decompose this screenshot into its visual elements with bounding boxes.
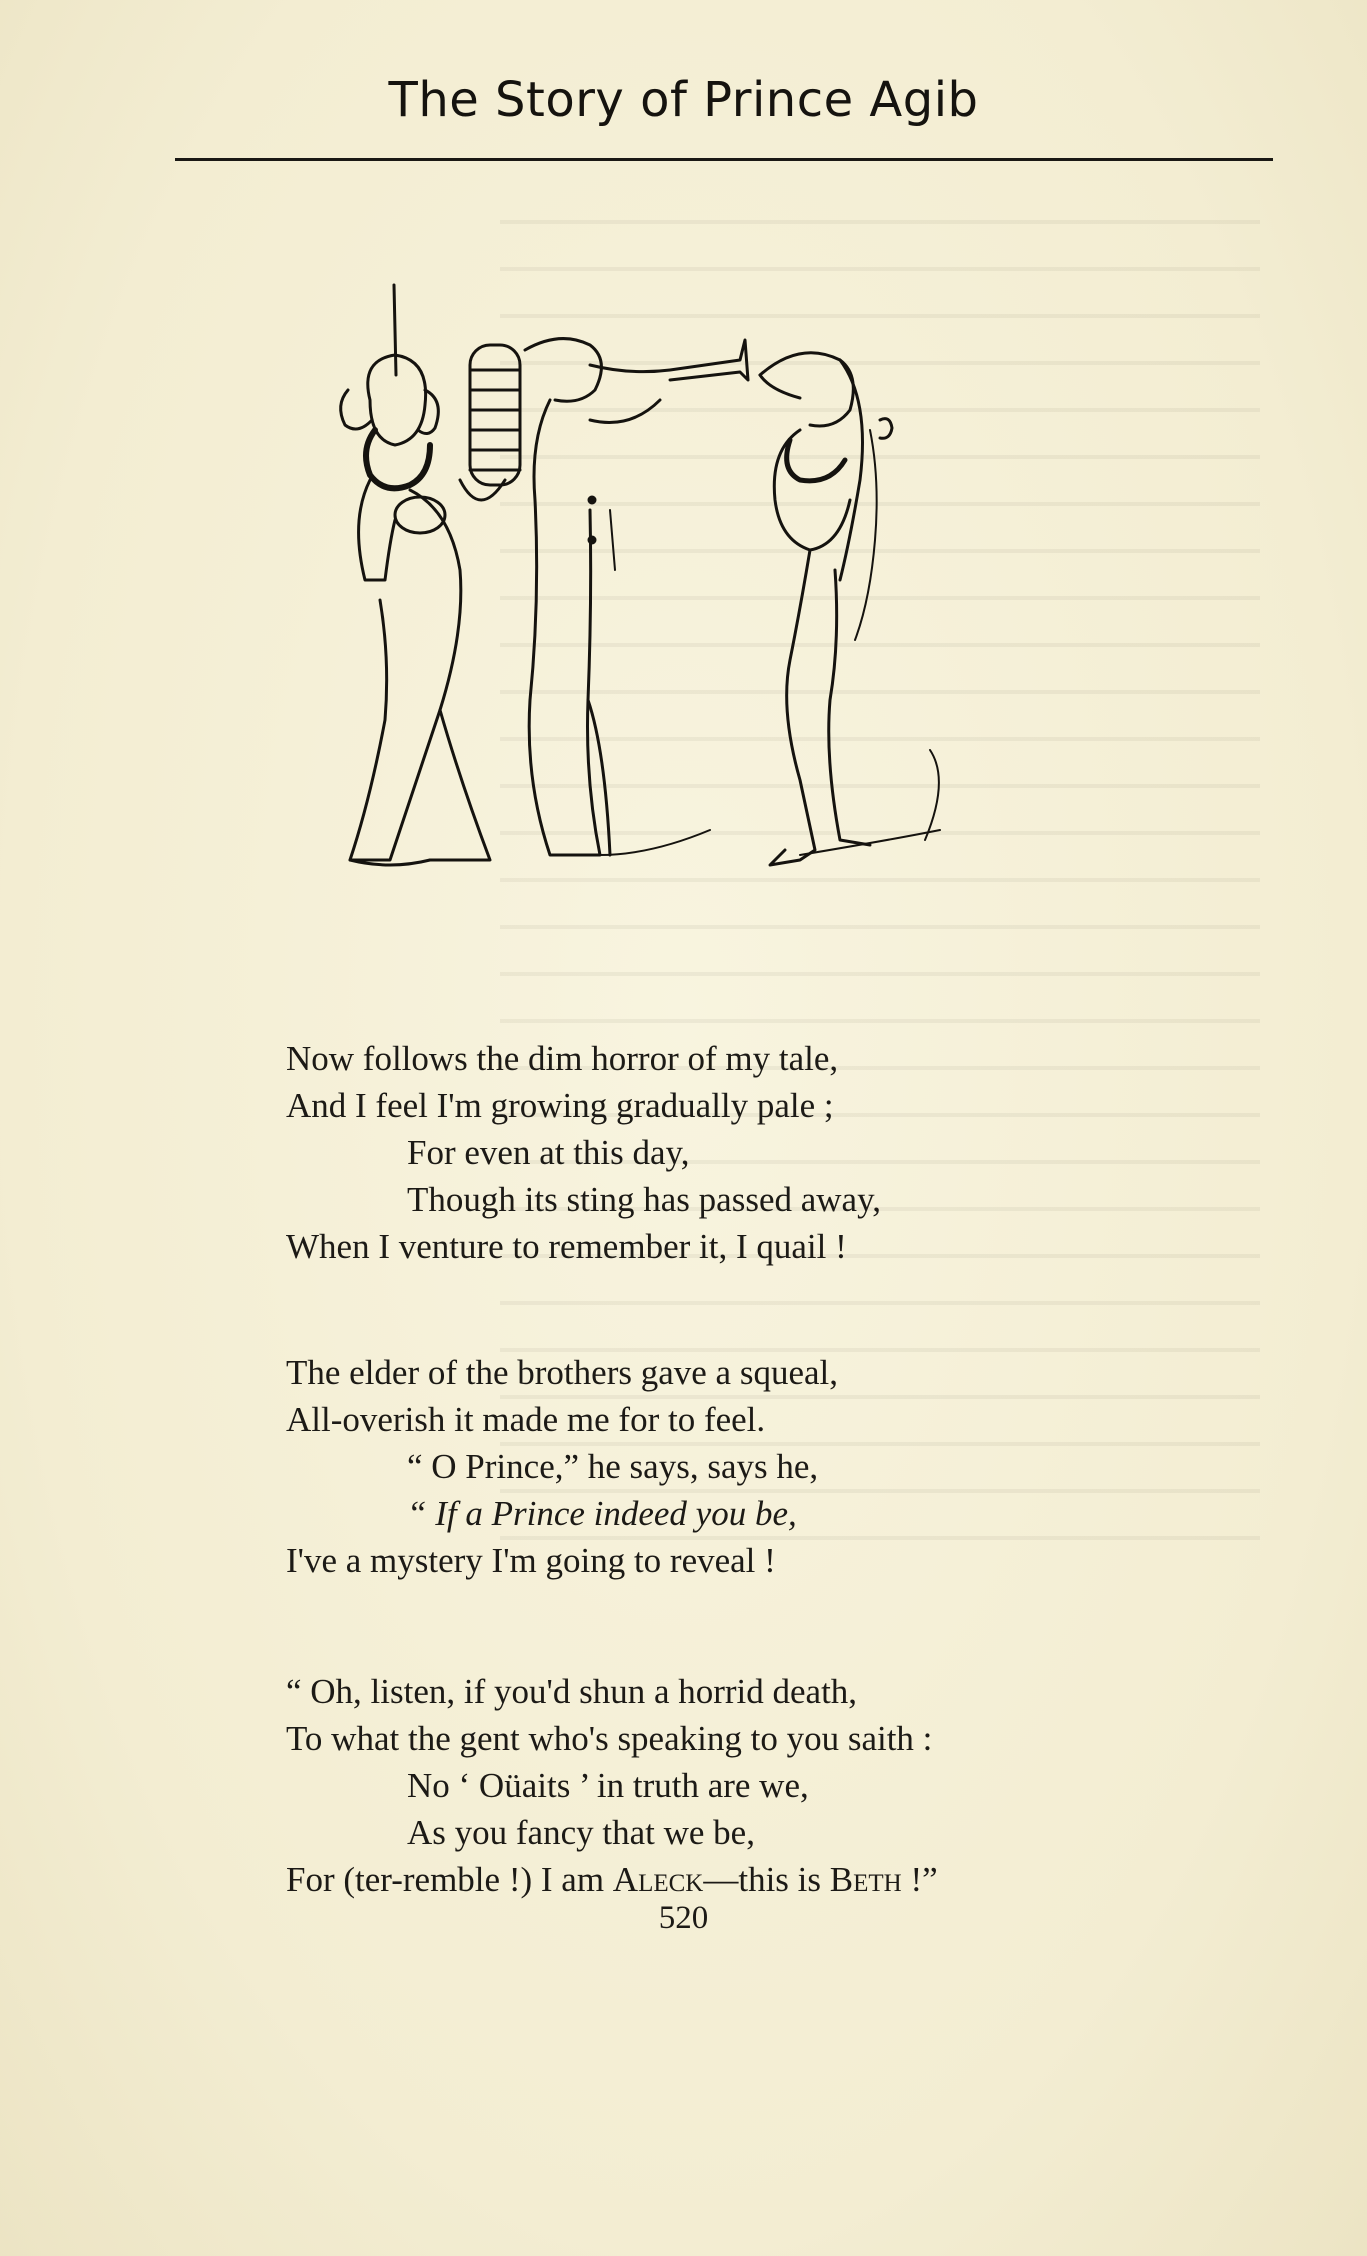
verse-text: !” (901, 1860, 938, 1899)
verse-text: —this is (703, 1860, 830, 1899)
verse-line: Though its sting has passed away, (407, 1180, 882, 1219)
verse-stanza (286, 1668, 1236, 1903)
verse-line: “ Oh, listen, if you'd shun a horrid death, (286, 1672, 858, 1711)
verse-line: Now follows the dim horror of my tale, (286, 1039, 839, 1078)
bearded-man-figure (341, 285, 490, 865)
verse-line: The elder of the brothers gave a squeal, (286, 1353, 838, 1392)
verse-line: All-overish it made me for to feel. (286, 1400, 766, 1439)
verse-line: I've a mystery I'm going to reveal ! (286, 1541, 776, 1580)
verse-stanza (286, 1035, 1236, 1270)
long-nose-man-figure (760, 353, 940, 865)
verse-line: And I feel I'm growing gradually pale ; (286, 1086, 834, 1125)
verse-stanza (286, 1349, 1236, 1584)
verse-line: For even at this day, (407, 1133, 690, 1172)
verse-line: No ‘ Oüaits ’ in truth are we, (407, 1766, 809, 1805)
trumpeter-figure (525, 339, 748, 855)
drum-player-figure (460, 345, 520, 500)
verse-line (286, 1856, 1236, 1903)
verse-line: When I venture to remember it, I quail ! (286, 1227, 847, 1266)
page-number: 520 (658, 1900, 709, 1936)
four-men-with-instruments-illustration (330, 280, 1110, 880)
character-name: Aleck (612, 1860, 704, 1899)
character-name: Beth (829, 1860, 902, 1899)
verse-text: For (ter-remble !) I am (286, 1860, 613, 1899)
verse-line: As you fancy that we be, (407, 1813, 755, 1852)
verse-line: To what the gent who's speaking to you saith : (286, 1719, 933, 1758)
verse-line: “ If a Prince indeed you be, (407, 1494, 797, 1533)
header-rule (175, 158, 1273, 161)
verse-line: “ O Prince,” he says, says he, (407, 1447, 819, 1486)
page-title: The Story of Prince Agib (388, 72, 979, 128)
